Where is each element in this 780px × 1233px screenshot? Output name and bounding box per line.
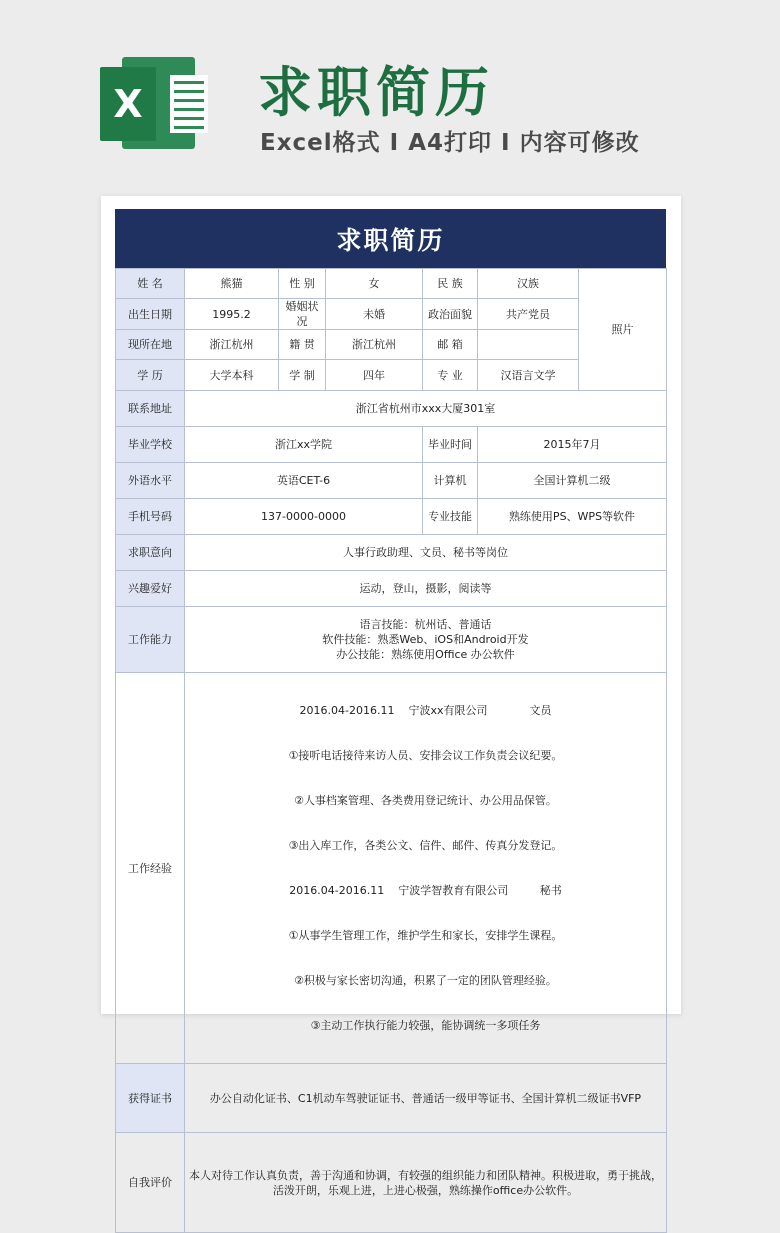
self-eval-value[interactable]: 本人对待工作认真负责，善于沟通和协调，有较强的组织能力和团队精神。积极进取，勇于挑战，活泼开朗，乐观上进，上进心极强，熟练操作office办公软件。 [185,1133,667,1233]
cell-label: 学 制 [279,360,326,391]
cell-label: 毕业学校 [116,427,185,463]
ability-label: 工作能力 [116,607,185,673]
experience-label: 工作经验 [116,673,185,1064]
cell-label: 手机号码 [116,499,185,535]
cell-value[interactable]: 共产党员 [478,299,579,330]
cell-value[interactable]: 熊猫 [185,269,279,299]
experience-line: ③主动工作执行能力较强，能协调统一多项任务 [310,1019,541,1032]
cell-label: 政治面貌 [423,299,478,330]
cell-label: 婚姻状况 [279,299,326,330]
cert-value[interactable]: 办公自动化证书、C1机动车驾驶证证书、普通话一级甲等证书、全国计算机二级证书VFP [185,1064,667,1133]
table-row [116,391,667,427]
cell-value[interactable]: 1995.2 [185,299,279,330]
ability-line: 软件技能：熟悉Web、iOS和Android开发 [322,633,529,646]
cell-label: 现所在地 [116,330,185,360]
address-value[interactable]: 浙江省杭州市xxx大厦301室 [185,391,667,427]
cell-label: 邮 箱 [423,330,478,360]
ability-line: 办公技能：熟练使用Office 办公软件 [336,648,515,661]
cell-value[interactable]: 2015年7月 [478,427,667,463]
cell-label: 籍 贯 [279,330,326,360]
photo-cell[interactable]: 照片 [579,269,667,391]
table-row [116,673,667,1064]
excel-icon: X [100,57,195,149]
cell-value[interactable]: 女 [326,269,423,299]
cell-label: 民 族 [423,269,478,299]
hobby-label: 兴趣爱好 [116,571,185,607]
resume-table [115,268,667,1233]
experience-line: ②积极与家长密切沟通，积累了一定的团队管理经验。 [294,974,557,987]
experience-value[interactable] [185,673,667,1064]
ability-line: 语言技能：杭州话、普通话 [359,618,492,631]
address-label: 联系地址 [116,391,185,427]
cell-value[interactable]: 英语CET-6 [185,463,423,499]
table-row [116,607,667,673]
table-row [116,1133,667,1233]
table-row [116,269,667,299]
cert-label: 获得证书 [116,1064,185,1133]
cell-value[interactable]: 浙江杭州 [326,330,423,360]
table-row [116,1064,667,1133]
experience-line: 2016.04-2016.11 宁波xx有限公司 文员 [299,704,552,717]
cell-label: 外语水平 [116,463,185,499]
cell-label: 学 历 [116,360,185,391]
intent-value[interactable]: 人事行政助理、文员、秘书等岗位 [185,535,667,571]
intent-label: 求职意向 [116,535,185,571]
cell-value[interactable] [478,330,579,360]
cell-value[interactable]: 大学本科 [185,360,279,391]
cell-label: 姓 名 [116,269,185,299]
cell-value[interactable]: 未婚 [326,299,423,330]
table-row [116,571,667,607]
cell-label: 出生日期 [116,299,185,330]
hobby-value[interactable]: 运动，登山，摄影，阅读等 [185,571,667,607]
table-row [116,499,667,535]
cell-value[interactable]: 全国计算机二级 [478,463,667,499]
table-row [116,535,667,571]
table-row [116,463,667,499]
cell-label: 计算机 [423,463,478,499]
cell-value[interactable]: 汉族 [478,269,579,299]
cell-value[interactable]: 浙江杭州 [185,330,279,360]
subtitle: Excel格式 I A4打印 I 内容可修改 [260,130,640,156]
cell-value[interactable]: 四年 [326,360,423,391]
cell-label: 专业技能 [423,499,478,535]
resume-paper [101,196,681,1197]
cell-value[interactable]: 熟练使用PS、WPS等软件 [478,499,667,535]
ability-value[interactable] [185,607,667,673]
experience-line: ①从事学生管理工作，维护学生和家长，安排学生课程。 [288,929,563,942]
cell-label: 专 业 [423,360,478,391]
cell-value[interactable]: 137-0000-0000 [185,499,423,535]
main-title: 求职简历 [258,61,494,124]
self-eval-label: 自我评价 [116,1133,185,1233]
experience-line: 2016.04-2016.11 宁波学智教育有限公司 秘书 [289,884,562,897]
cell-label: 毕业时间 [423,427,478,463]
experience-line: ③出入库工作，各类公文、信件、邮件、传真分发登记。 [288,839,563,852]
experience-line: ②人事档案管理、各类费用登记统计、办公用品保管。 [294,794,557,807]
cell-value[interactable]: 汉语言文学 [478,360,579,391]
cell-value[interactable]: 浙江xx学院 [185,427,423,463]
table-row [116,427,667,463]
resume-title: 求职简历 [115,209,666,268]
cell-label: 性 别 [279,269,326,299]
experience-line: ①接听电话接待来访人员、安排会议工作负责会议纪要。 [288,749,563,762]
